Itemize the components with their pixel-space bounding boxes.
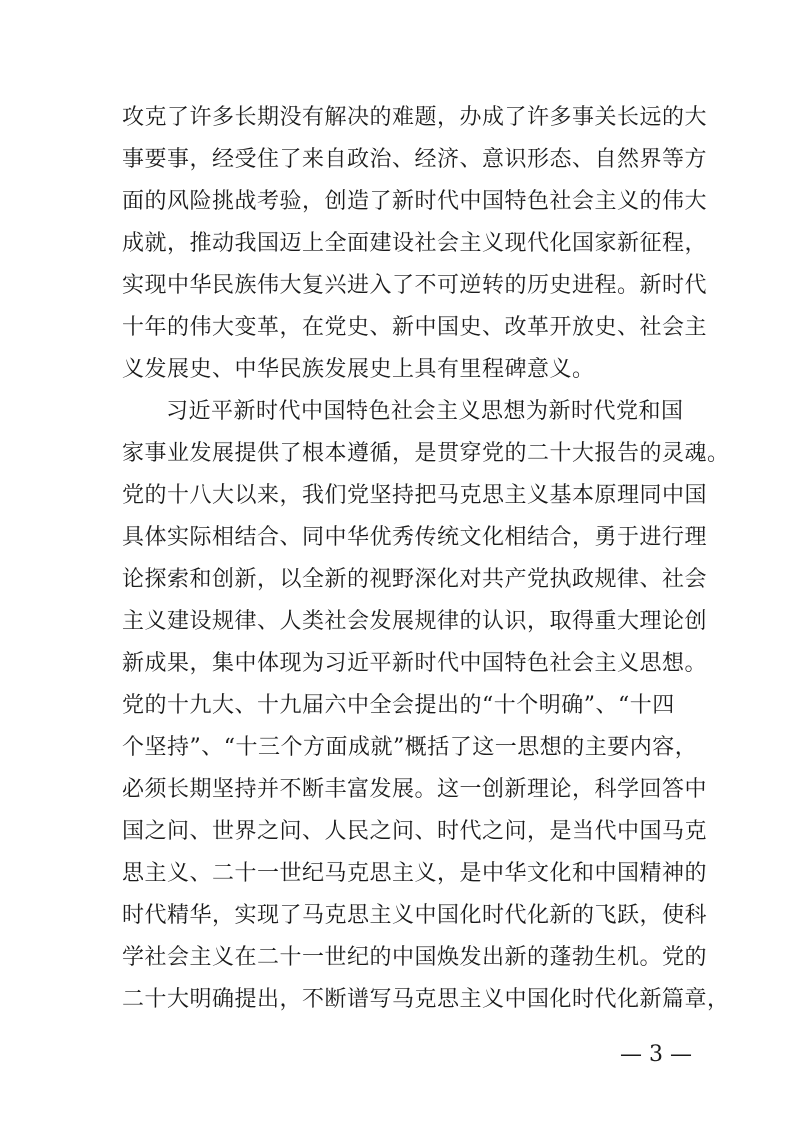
body-text-line: 党的十九大、十九届六中全会提出的“十个明确”、“十四 [122, 693, 675, 718]
body-text-line: 事要事，经受住了来自政治、经济、意识形态、自然界等方 [122, 147, 708, 172]
body-text-line: 党的十八大以来，我们党坚持把马克思主义基本原理同中国 [122, 483, 708, 508]
page-number: — 3 — [620, 1042, 692, 1067]
body-text-line: 个坚持”、“十三个方面成就”概括了这一思想的主要内容， [122, 735, 698, 760]
body-text-line: 二十大明确提出，不断谱写马克思主义中国化时代化新篇章， [122, 987, 730, 1012]
body-text-line: 成就，推动我国迈上全面建设社会主义现代化国家新征程， [122, 231, 708, 256]
body-text-line: 面的风险挑战考验，创造了新时代中国特色社会主义的伟大 [122, 189, 708, 214]
body-text-line: 实现中华民族伟大复兴进入了不可逆转的历史进程。新时代 [122, 273, 708, 298]
body-text-line: 必须长期坚持并不断丰富发展。这一创新理论，科学回答中 [122, 777, 708, 802]
body-text-line: 学社会主义在二十一世纪的中国焕发出新的蓬勃生机。党的 [122, 945, 708, 970]
body-text-line: 十年的伟大变革，在党史、新中国史、改革开放史、社会主 [122, 315, 708, 340]
body-text-line: 新成果，集中体现为习近平新时代中国特色社会主义思想。 [122, 651, 708, 676]
body-text-line: 家事业发展提供了根本遵循，是贯穿党的二十大报告的灵魂。 [122, 441, 730, 466]
body-text-line: 攻克了许多长期没有解决的难题，办成了许多事关长远的大 [122, 105, 708, 130]
body-text-line: 国之问、世界之问、人民之问、时代之问，是当代中国马克 [122, 819, 708, 844]
body-text-line: 主义建设规律、人类社会发展规律的认识，取得重大理论创 [122, 609, 708, 634]
body-text-line: 思主义、二十一世纪马克思主义，是中华文化和中国精神的 [122, 861, 708, 886]
body-text-line: 义发展史、中华民族发展史上具有里程碑意义。 [122, 357, 595, 382]
body-text-line: 时代精华，实现了马克思主义中国化时代化新的飞跃，使科 [122, 903, 708, 928]
paragraph-first-line: 习近平新时代中国特色社会主义思想为新时代党和国 [166, 399, 684, 424]
body-text-line: 论探索和创新，以全新的视野深化对共产党执政规律、社会 [122, 567, 708, 592]
body-text-line: 具体实际相结合、同中华优秀传统文化相结合，勇于进行理 [122, 525, 708, 550]
